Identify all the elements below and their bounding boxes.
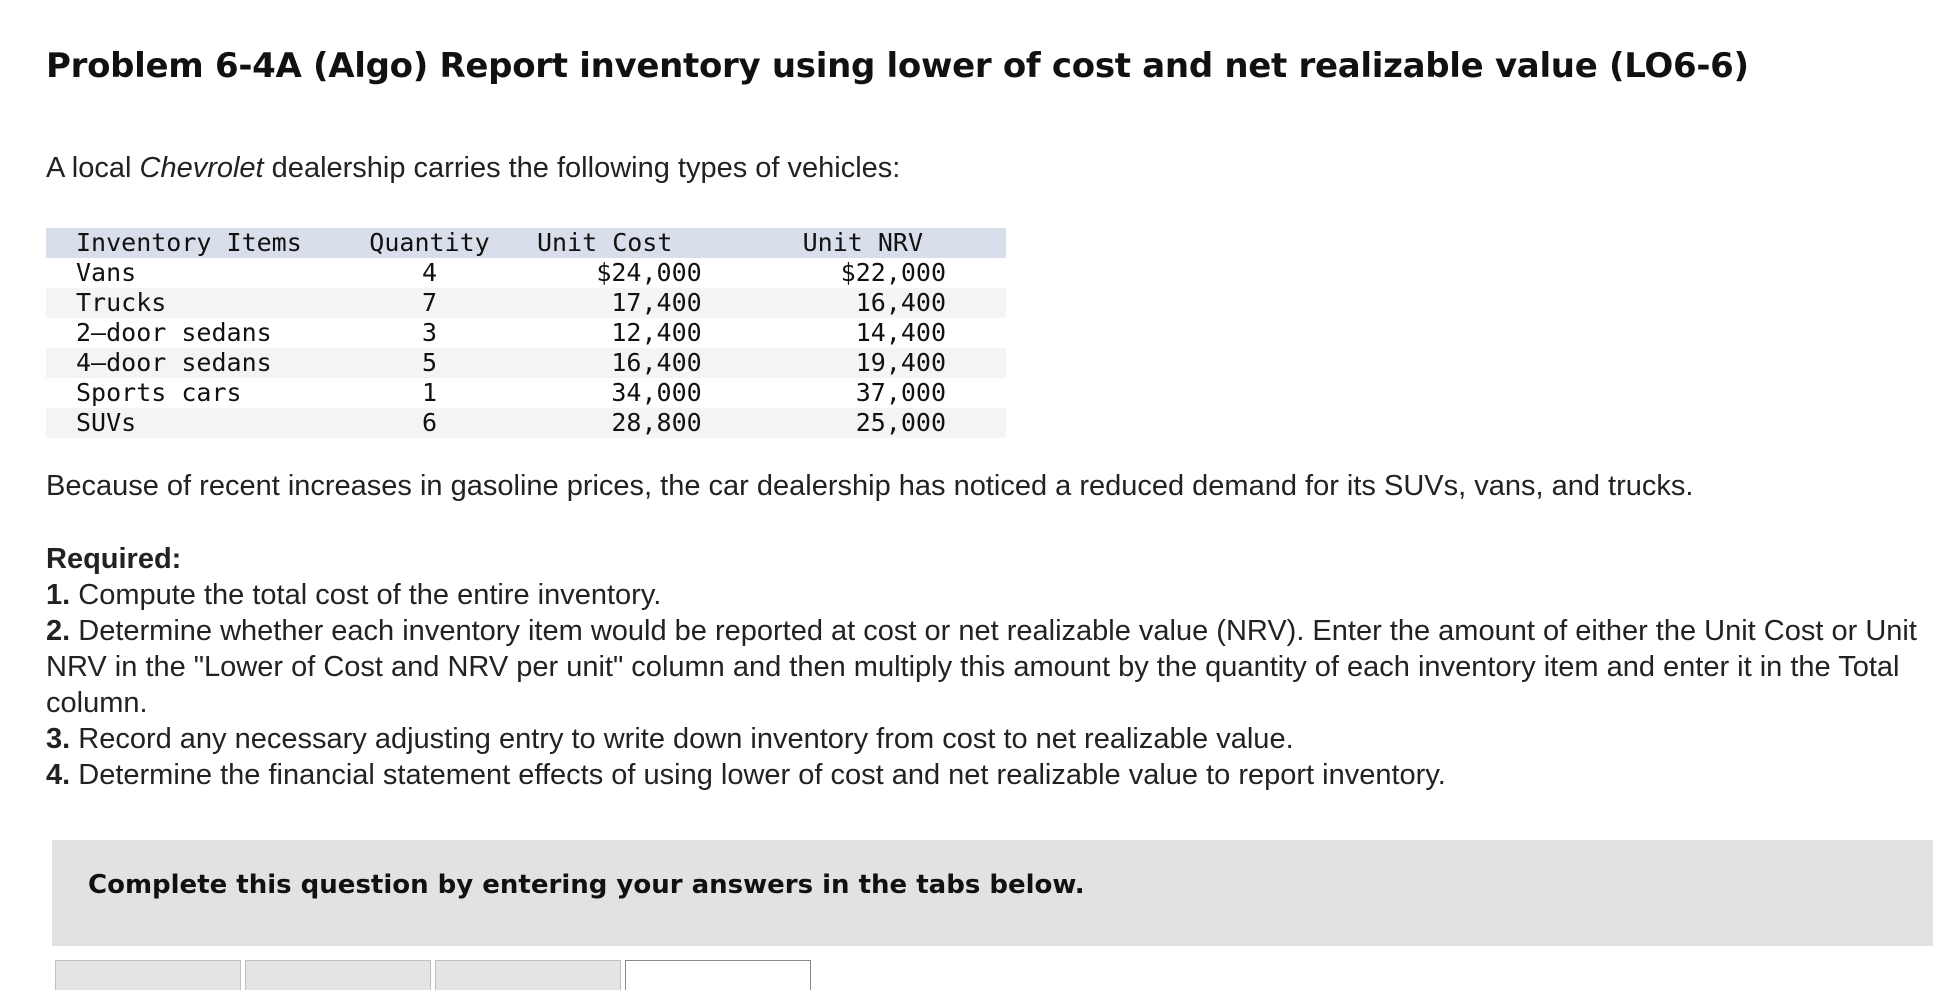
requirement-item	[46, 721, 1926, 757]
table-row	[46, 378, 1006, 408]
cell-unit-nrv: 19,400	[855, 348, 946, 377]
page-title: Problem 6-4A (Algo) Report inventory using lower of cost and net realizable value (LO6-6)	[46, 46, 1749, 86]
cell-quantity: 6	[421, 408, 438, 437]
requirement-item	[46, 757, 1926, 793]
table-row	[46, 408, 1006, 438]
cell-item: Vans	[76, 258, 137, 287]
requirement-text: Record any necessary adjusting entry to write down inventory from cost to net realizable value.	[70, 723, 1294, 755]
intro-brand: Chevrolet	[139, 152, 264, 184]
cell-item: SUVs	[76, 408, 137, 437]
table-header-row	[46, 228, 1006, 258]
cell-item: 2–door sedans	[76, 318, 272, 347]
cell-unit-nrv: 16,400	[855, 288, 946, 317]
cell-unit-cost: 16,400	[611, 348, 702, 377]
tab-2[interactable]	[245, 960, 431, 990]
requirement-item	[46, 577, 1926, 613]
context-paragraph: Because of recent increases in gasoline prices, the car dealership has noticed a reduced demand for its SUVs, vans, and trucks.	[46, 470, 1694, 502]
requirement-number: 3.	[46, 723, 71, 755]
instruction-text: Complete this question by entering your answers in the tabs below.	[88, 870, 1085, 900]
inventory-table	[46, 228, 1006, 438]
table-row	[46, 288, 1006, 318]
tab-3[interactable]	[435, 960, 621, 990]
requirement-text: Determine whether each inventory item would be reported at cost or net realizable value (NRV). Enter the amount of either the Unit Cost or Unit NRV in the "Lower of Cost and NRV per unit" column and then multiply this amount by the quantity of each inventory item and enter it in the Total column.	[46, 615, 1917, 719]
requirement-number: 4.	[46, 759, 71, 791]
cell-quantity: 1	[421, 378, 438, 407]
table-row	[46, 318, 1006, 348]
cell-unit-cost: 12,400	[611, 318, 702, 347]
cell-unit-nrv: $22,000	[840, 258, 946, 287]
cell-unit-cost: $24,000	[596, 258, 702, 287]
cell-unit-cost: 34,000	[611, 378, 702, 407]
cell-quantity: 7	[421, 288, 438, 317]
cell-quantity: 5	[421, 348, 438, 377]
cell-unit-cost: 17,400	[611, 288, 702, 317]
required-heading: Required:	[46, 543, 182, 575]
cell-unit-nrv: 37,000	[855, 378, 946, 407]
requirement-text: Determine the financial statement effects of using lower of cost and net realizable value to report inventory.	[70, 759, 1446, 791]
cell-item: Trucks	[76, 288, 167, 317]
table-row	[46, 258, 1006, 288]
intro-after: dealership carries the following types of vehicles:	[263, 152, 901, 184]
requirement-text: Compute the total cost of the entire inventory.	[70, 579, 662, 611]
instruction-banner	[52, 840, 1933, 946]
cell-item: 4–door sedans	[76, 348, 272, 377]
requirement-item	[46, 613, 1926, 721]
table-row	[46, 348, 1006, 378]
cell-unit-cost: 28,800	[611, 408, 702, 437]
header-unit-cost: Unit Cost	[536, 228, 673, 257]
cell-item: Sports cars	[76, 378, 242, 407]
requirement-number: 2.	[46, 615, 71, 647]
tab-4[interactable]	[625, 960, 811, 990]
intro-before: A local	[46, 152, 140, 184]
intro-text	[46, 152, 900, 185]
cell-unit-nrv: 25,000	[855, 408, 946, 437]
tab-1[interactable]	[55, 960, 241, 990]
cell-quantity: 4	[421, 258, 438, 287]
header-unit-nrv: Unit NRV	[802, 228, 924, 257]
cell-quantity: 3	[421, 318, 438, 347]
required-section	[46, 541, 1926, 793]
cell-unit-nrv: 14,400	[855, 318, 946, 347]
header-inventory-items: Inventory Items	[76, 228, 302, 257]
requirement-number: 1.	[46, 579, 71, 611]
header-quantity: Quantity	[369, 228, 490, 257]
